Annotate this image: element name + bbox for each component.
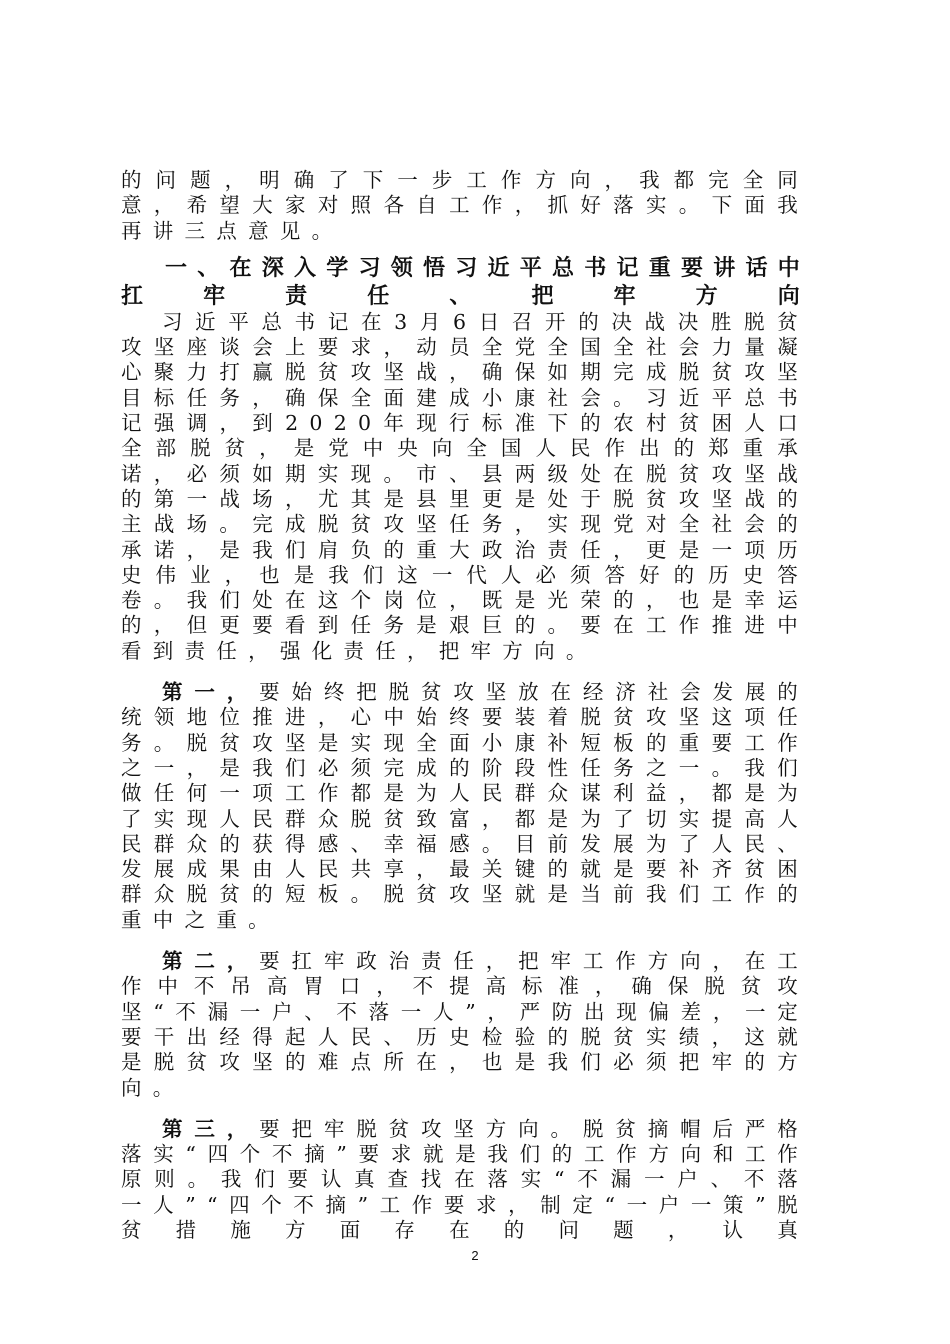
page-number: 2: [471, 1248, 479, 1263]
paragraph-speech-summary: [121, 310, 809, 664]
document-body: [121, 168, 809, 1243]
section-heading: [121, 254, 809, 310]
paragraph-first-point: [121, 680, 809, 933]
paragraph-third-point: [121, 1117, 809, 1243]
first-point-lead: 第一，: [162, 680, 260, 705]
paragraph-gap: [121, 933, 809, 949]
third-point-lead: 第三，: [162, 1116, 260, 1141]
paragraph-intro-text: 的问题，明确了下一步工作方向，我都完全同意，希望大家对照各自工作，抓好落实。下面我再讲三点意见。: [121, 168, 809, 243]
section-heading-text: 一、在深入学习领悟习近平总书记重要讲话中扛牢责任、把牢方向: [121, 254, 809, 309]
paragraph-gap: [121, 664, 809, 680]
paragraph-gap: [121, 1101, 809, 1117]
second-point-lead: 第二，: [162, 949, 260, 974]
paragraph-second-point: [121, 949, 809, 1101]
second-point-text: 要扛牢政治责任，把牢工作方向，在工作中不吊高胃口，不提高标准，确保脱贫攻坚“不漏一户、不落一人”，严防出现偏差，一定要干出经得起人民、历史检验的脱贫实绩，这就是脱贫攻坚的难点所在，也是我们必须把牢的方向。: [121, 949, 809, 1100]
paragraph-intro: [121, 168, 809, 244]
first-point-text: 要始终把脱贫攻坚放在经济社会发展的统领地位推进，心中始终要装着脱贫攻坚这项任务。脱贫攻坚是实现全面小康补短板的重要工作之一，是我们必须完成的阶段性任务之一。我们做任何一项工作都是为人民群众谋利益，都是为了实现人民群众脱贫致富，都是为了切实提高人民群众的获得感、幸福感。目前发展为了人民、发展成果由人民共享，最关键的就是要补齐贫困群众脱贫的短板。脱贫攻坚就是当前我们工作的重中之重。: [121, 680, 809, 932]
paragraph-speech-summary-text: 习近平总书记在3月6日召开的决战决胜脱贫攻坚座谈会上要求，动员全党全国全社会力量凝心聚力打赢脱贫攻坚战，确保如期完成脱贫攻坚目标任务，确保全面建成小康社会。习近平总书记强调，到2020年现行标准下的农村贫困人口全部脱贫，是党中央向全国人民作出的郑重承诺，必须如期实现。市、县两级处在脱贫攻坚战的第一战场，尤其是县里更是处于脱贫攻坚战的主战场。完成脱贫攻坚任务，实现党对全社会的承诺，是我们肩负的重大政治责任，更是一项历史伟业，也是我们这一代人必须答好的历史答卷。我们处在这个岗位，既是光荣的，也是幸运的，但更要看到任务是艰巨的。要在工作推进中看到责任，强化责任，把牢方向。: [121, 309, 809, 663]
third-point-text: 要把牢脱贫攻坚方向。脱贫摘帽后严格落实“四个不摘”要求就是我们的工作方向和工作原则。我们要认真查找在落实“不漏一户、不落一人”“四个不摘”工作要求，制定“一户一策”脱贫措施方面存在的问题，认真: [121, 1116, 809, 1242]
